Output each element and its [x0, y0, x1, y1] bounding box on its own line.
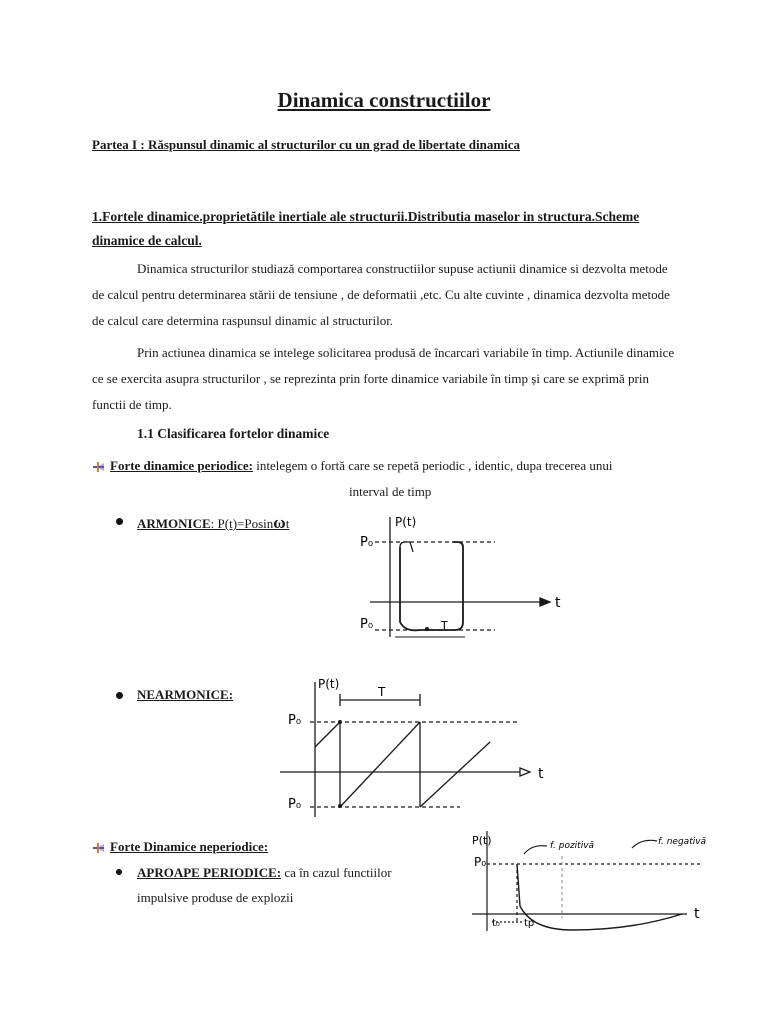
armonice-formula: [210, 513, 290, 532]
fig1-x-label: t: [555, 595, 561, 611]
figure-neperiodice: [462, 826, 712, 936]
periodic-label: Forte dinamice periodice:: [110, 458, 253, 473]
fig3-top-label: P₀: [474, 855, 487, 869]
fig3-pos-label: f. pozitivă: [550, 841, 595, 851]
fig1-bottom-label: P₀: [360, 617, 374, 632]
fig3-t0-label: t₀: [492, 918, 500, 929]
nearmonice-label: NEARMONICE:: [137, 687, 234, 702]
paragraph-actiunea: [92, 340, 682, 418]
fig2-period-label: T: [378, 685, 386, 699]
figure-nearmonice: [280, 672, 570, 820]
arrow-bullet-icon: [92, 841, 106, 855]
fig3-x-label: t: [694, 906, 700, 922]
armonice-item: [137, 513, 289, 533]
section-heading: 1.Fortele dinamice.proprietătile inertiale ale structurii.Distributia maselor in structura.Scheme dinamice de calcul.: [92, 209, 640, 248]
figure-armonice: [345, 512, 575, 647]
aprope-text: ca în cazul functiilor impulsive produse de explozii: [137, 865, 392, 905]
omega-symbol: ω: [273, 513, 286, 532]
paragraph-1-text: Dinamica structurilor studiază comportarea constructiilor supuse actiunii dinamice si dezvolta metode de calcul pentru determinarea stării de tensiune , de deformatii ,etc. Cu alte cuvinte , dinamica dezvolta metode de calcul care determina raspunsul dinamic al structurilor.: [92, 261, 670, 328]
fig3-y-label: P(t): [472, 834, 492, 847]
fig2-bottom-label: P₀: [288, 797, 302, 812]
document-subtitle: Partea I : Răspunsul dinamic al structurilor cu un grad de libertate dinamica: [92, 137, 521, 152]
fig2-x-label: t: [538, 766, 544, 782]
periodic-text: intelegem o fortă care se repetă periodic , identic, dupa trecerea unui: [252, 458, 613, 473]
fig3-neg-label: f. negativă: [658, 837, 707, 847]
armonice-formula-b: t: [285, 516, 290, 531]
fig1-top-label: P₀: [360, 535, 374, 550]
aprope-label: APROAPE PERIODICE:: [137, 865, 282, 880]
bullet-dot-icon: [116, 692, 123, 699]
fig2-y-label: P(t): [318, 677, 340, 691]
paragraph-dinamica: [92, 256, 682, 334]
subsection-heading: 1.1 Clasificarea fortelor dinamice: [137, 426, 330, 441]
fig1-y-label: P(t): [395, 515, 417, 529]
neperiodice-label: Forte Dinamice neperiodice:: [110, 839, 269, 854]
armonice-label: ARMONICE: [137, 516, 211, 531]
fig2-top-label: P₀: [288, 713, 302, 728]
armonice-formula-a: : P(t)=Posin: [210, 516, 274, 531]
arrow-bullet-icon: [92, 460, 106, 474]
paragraph-2-text: Prin actiunea dinamica se intelege solicitarea produsă de încarcari variabile în timp. Actiunile dinamice ce se exercita asupra structurilor , se reprezinta prin forte dinamice variabile în timp și care se exprimă prin functii de timp.: [92, 345, 675, 412]
fig3-tp-label: tp: [524, 918, 535, 929]
periodic-forces-line: [110, 458, 612, 474]
bullet-dot-icon: [116, 869, 122, 875]
fig1-period-label: T: [441, 619, 448, 632]
periodic-text-continuation: interval de timp: [349, 484, 432, 499]
bullet-dot-icon: [116, 518, 123, 525]
document-title: Dinamica constructiilor: [277, 88, 491, 112]
aprope-item: [137, 860, 437, 910]
